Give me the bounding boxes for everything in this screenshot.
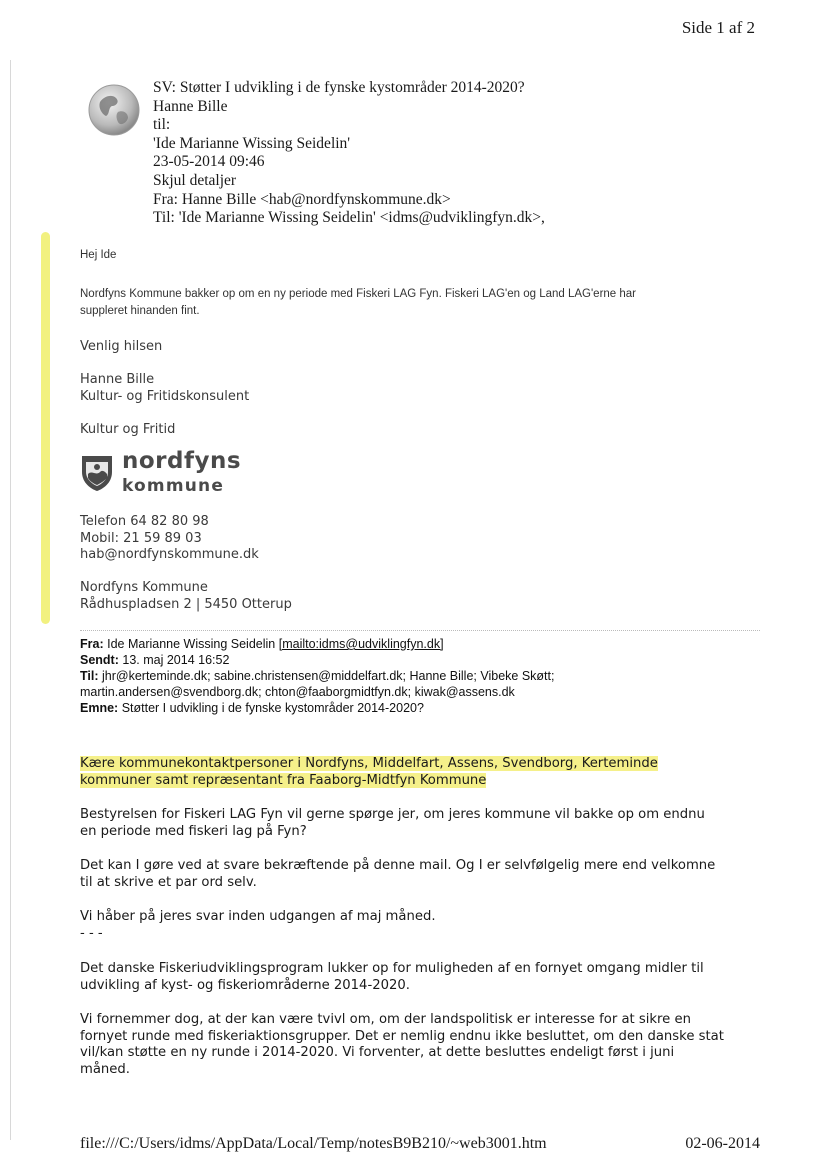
paragraph-line: Det danske Fiskeriudviklingsprogram lukker op for muligheden af en fornyet omgang midler til: [80, 961, 704, 976]
signature-address: Rådhuspladsen 2 | 5450 Otterup: [80, 596, 292, 612]
email-recipient: 'Ide Marianne Wissing Seidelin': [153, 134, 351, 152]
letter-paragraph-5: [80, 1012, 770, 1078]
fw-from-label: Fra:: [80, 637, 104, 651]
letter-paragraph-2: [80, 858, 770, 891]
letter-paragraph-3: [80, 909, 770, 942]
fw-subject-label: Emne:: [80, 701, 119, 715]
margin-highlight-mark: [41, 232, 50, 624]
salutation-line: Kære kommunekontaktpersoner i Nordfyns, Middelfart, Assens, Svendborg, Kerteminde: [80, 756, 658, 771]
fw-to-value: jhr@kerteminde.dk; sabine.christensen@middelfart.dk; Hanne Bille; Vibeke Skøtt;: [102, 669, 555, 683]
email-to-label: til:: [153, 116, 171, 134]
signature-name-block: [80, 372, 249, 405]
globe-avatar-icon: [86, 82, 142, 138]
email-subject: SV: Støtter I udvikling i de fynske kystområder 2014-2020?: [153, 79, 525, 96]
signature-name: Hanne Bille: [80, 372, 155, 387]
message-divider: [80, 630, 760, 631]
footer-date: 02-06-2014: [685, 1135, 760, 1152]
signature-mobile: Mobil: 21 59 89 03: [80, 530, 202, 546]
paragraph-line: Det kan I gøre ved at svare bekræftende på denne mail. Og I er selvfølgelig mere end velkomne: [80, 858, 716, 873]
nordfyns-crest-icon: [79, 452, 115, 492]
email-datetime: 23-05-2014 09:46: [153, 153, 265, 171]
signature-department: Kultur og Fritid: [80, 422, 176, 437]
reply-closing: Venlig hilsen: [80, 339, 163, 354]
hide-details-link[interactable]: Skjul detaljer: [153, 171, 237, 189]
letter-paragraph-1: [80, 807, 770, 840]
signature-org: Nordfyns Kommune: [80, 580, 208, 595]
email-header: [153, 79, 545, 228]
signature-email[interactable]: hab@nordfynskommune.dk: [80, 547, 259, 562]
fw-sent-value: 13. maj 2014 16:52: [122, 653, 230, 667]
reply-body: [80, 286, 636, 320]
paragraph-line: vil/kan støtte en ny runde i 2014-2020. Vi forventer, at dette besluttes endeligt først i juni: [80, 1045, 675, 1060]
fw-subject-value: Støtter I udvikling i de fynske kystområder 2014-2020?: [121, 701, 424, 715]
paragraph-line: Bestyrelsen for Fiskeri LAG Fyn vil gerne spørge jer, om jeres kommune vil bakke op om endnu: [80, 807, 705, 822]
paragraph-line: Vi håber på jeres svar inden udgangen af maj måned.: [80, 909, 436, 924]
letter-salutation: [80, 756, 770, 789]
logo-text-kommune: kommune: [122, 476, 225, 496]
signature-contact: [80, 514, 259, 564]
signature-title: Kultur- og Fritidskonsulent: [80, 388, 250, 404]
paragraph-line: fornyet runde med fiskeriaktionsgrupper. Det er nemlig endnu ikke besluttet, om den danske stat: [80, 1028, 724, 1044]
fw-to-label: Til:: [80, 669, 99, 683]
logo-text-nordfyns: nordfyns: [122, 448, 242, 474]
page-edge-line: [10, 60, 11, 1140]
salutation-line: kommuner samt repræsentant fra Faaborg-Midtfyn Kommune: [80, 772, 487, 788]
email-from-line: Fra: Hanne Bille <hab@nordfynskommune.dk>: [153, 190, 451, 208]
page-number: Side 1 af 2: [681, 18, 755, 37]
paragraph-line: til at skrive et par ord selv.: [80, 874, 257, 890]
email-to-line: Til: 'Ide Marianne Wissing Seidelin' <idms@udviklingfyn.dk>,: [153, 209, 545, 227]
letter-paragraph-4: [80, 961, 770, 994]
fw-from-value: Ide Marianne Wissing Seidelin: [107, 637, 276, 651]
separator-text: - - -: [80, 925, 103, 941]
reply-body-line: Nordfyns Kommune bakker op om en ny periode med Fiskeri LAG Fyn. Fiskeri LAG'en og Land LAG'erne har: [80, 288, 637, 300]
reply-greeting: Hej Ide: [80, 249, 117, 261]
paragraph-line: Vi fornemmer dog, at der kan være tvivl om, om der landspolitisk er interesse for at sikre en: [80, 1012, 691, 1027]
paragraph-line: udvikling af kyst- og fiskeriområderne 2014-2020.: [80, 977, 410, 993]
signature-address-block: [80, 580, 292, 613]
reply-body-line: suppleret hinanden fint.: [80, 305, 200, 317]
email-sender: Hanne Bille: [153, 97, 228, 115]
paragraph-line: en periode med fiskeri lag på Fyn?: [80, 823, 307, 839]
fw-to-value-cont: martin.andersen@svendborg.dk; chton@faaborgmidtfyn.dk; kiwak@assens.dk: [80, 685, 515, 699]
signature-phone: Telefon 64 82 80 98: [80, 514, 209, 529]
fw-sent-label: Sendt:: [80, 653, 119, 667]
fw-mailto-link[interactable]: [mailto:idms@udviklingfyn.dk]: [278, 637, 444, 651]
forwarded-header: [80, 636, 554, 716]
footer-file-path: file:///C:/Users/idms/AppData/Local/Temp/notesB9B210/~web3001.htm: [80, 1135, 547, 1152]
paragraph-line: måned.: [80, 1061, 130, 1077]
